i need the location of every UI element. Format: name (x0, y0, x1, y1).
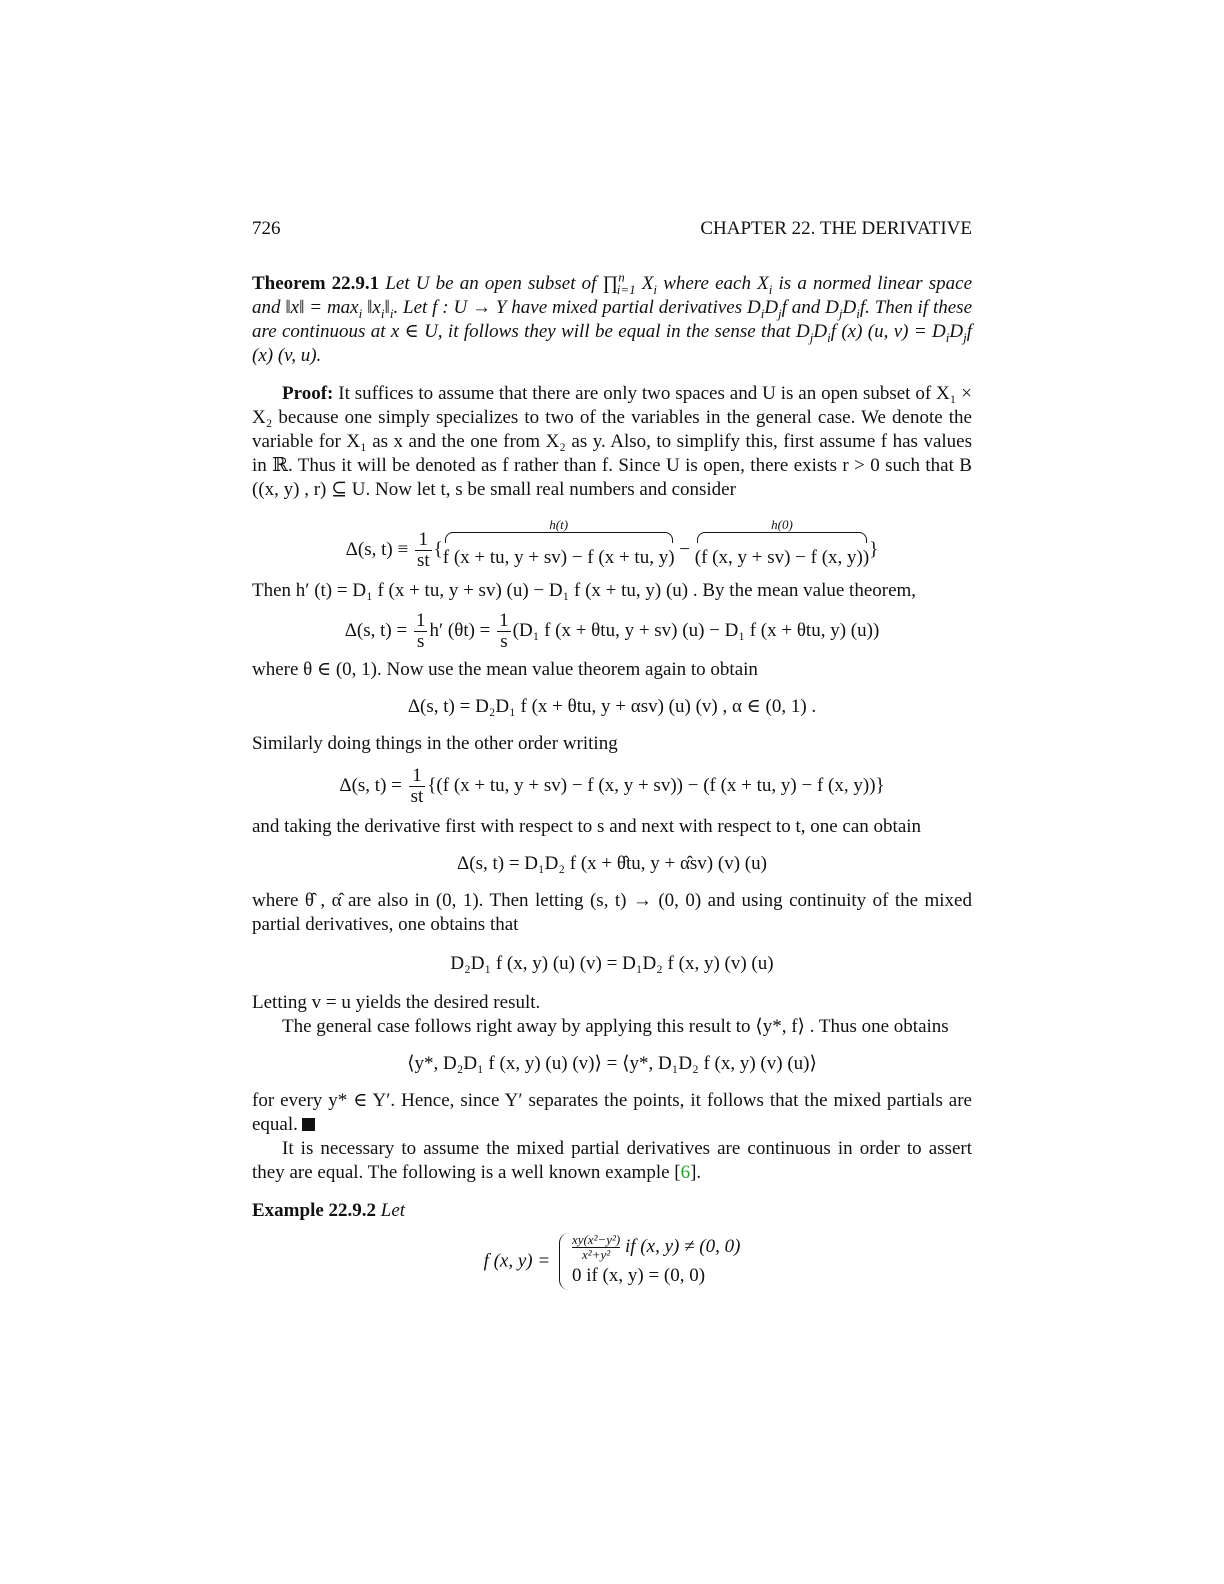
equation-example: f (x, y) = $\frac{\text{xy(x²−y²)}}{\text{x²+y²}}$ if (x, y) ≠ (0, 0) 0 if (x, y) = (0, 0) (252, 1233, 972, 1290)
theorem-statement (252, 269, 973, 368)
proof-paragraph-5: and taking the derivative first with respect to s and next with respect to t, one can obtain (252, 816, 922, 837)
page-number: 726 (252, 218, 281, 239)
proof-paragraph-9: for every y* ∈ Y′. Hence, since Y′ separates the points, it follows that the mixed partials are equal. (252, 1090, 972, 1135)
citation-link[interactable]: 6 (680, 1162, 691, 1183)
proof-paragraph-8: The general case follows right away by applying this result to ⟨y*, f⟩ . Thus one obtains (282, 1016, 949, 1037)
equation-7: ⟨y*, D₂D₁ f (x, y) (u) (v)⟩ = ⟨y*, D₁D₂ f (x, y) (v) (u)⟩ (407, 1053, 817, 1074)
equation-3: Δ(s, t) = D₂D₁ f (x + θtu, y + αsv) (u) (v) , α ∈ (0, 1) . (407, 696, 817, 717)
proof-label: Proof: (282, 383, 334, 404)
page (252, 218, 972, 1290)
equation-2: Δ(s, t) = $\frac{1}{s}$ h′ (θt) = $\frac{1}{s}$ (D₁ f (x + θtu, y + sv) (u) − D₁ f (x + θtu, y) (u)) (344, 610, 880, 652)
page-header (252, 218, 972, 240)
equation-1: Δ(s, t) ≡ $\frac{1}{st}$ { h(t) f (x + tu, y + sv) − f (x + tu, y) − h(0) (f (x, y + sv) − f (x, y))} (345, 517, 879, 571)
qed-square-icon (302, 1118, 315, 1131)
proof-paragraph-1: Proof: It suffices to assume that there are only two spaces and U is an open subset of X₁ × X₂ because one simply specializes to two of the variables in the general case. We denote the variable for X₁ as x and the one from X₂ as y. Also, to simplify this, first assume f has values in ℝ. Thus it will be denoted as f rather than f. Since U is open, there exists r > 0 such that B ((x, y) , r) ⊆ U. Now let t, s be small real numbers and consider (252, 383, 973, 500)
equation-5: Δ(s, t) = D₁D₂ f (x + θ̂tu, y + α̂sv) (v) (u) (457, 853, 767, 874)
proof-paragraph-7: Letting v = u yields the desired result. (252, 992, 541, 1013)
chapter-title: CHAPTER 22. THE DERIVATIVE (700, 218, 972, 239)
proof-paragraph-2: Then h′ (t) = D₁ f (x + tu, y + sv) (u) − D₁ f (x + tu, y) (u) . By the mean value theorem, (252, 580, 917, 601)
brace-h-0: h(0) (f (x, y + sv) − f (x, y)) (694, 517, 870, 568)
piecewise-cases: $\frac{\text{xy(x²−y²)}}{\text{x²+y²}}$ if (x, y) ≠ (0, 0) 0 if (x, y) = (0, 0) (559, 1233, 740, 1290)
proof-paragraph-6: where θ̂ , α̂ are also in (0, 1). Then letting (s, t) → (0, 0) and using continuity of the mixed partial derivatives, one obtains that (252, 890, 972, 935)
proof-paragraph-10: It is necessary to assume the mixed partial derivatives are continuous in order to assert they are equal. The following is a well known example [6]. (252, 1138, 972, 1183)
proof-paragraph-4: Similarly doing things in the other order writing (252, 733, 618, 754)
example-label: Example 22.9.2 (252, 1200, 377, 1221)
example-statement: Example 22.9.2 Let (252, 1200, 406, 1221)
theorem-text: Let U be an open subset of ∏$^n_{i=1}$ $X_i$ where each $X_i$ is a normed linear space and ‖x‖ = $\max_i$ $‖x_i‖_i$. Let f : U → Y have mixed partial derivatives $D_iD_jf$ and $D_jD_if$. Then if these are continuous at x ∈ U, it follows they will be equal in the sense that $D_jD_if$ (x) (u, $v) = D_iD_jf$ (x) (v, u). (252, 269, 973, 366)
equation-6: D₂D₁ f (x, y) (u) (v) = D₁D₂ f (x, y) (v) (u) (450, 953, 774, 974)
proof-paragraph-3: where θ ∈ (0, 1). Now use the mean value theorem again to obtain (252, 659, 758, 680)
theorem-label: Theorem 22.9.1 (252, 273, 380, 294)
equation-4: Δ(s, t) = $\frac{1}{st}$ {(f (x + tu, y + sv) − f (x, y + sv)) − (f (x + tu, y) − f (x, y))} (339, 765, 885, 807)
brace-h-t: h(t) f (x + tu, y + sv) − f (x + tu, y) (442, 517, 675, 568)
